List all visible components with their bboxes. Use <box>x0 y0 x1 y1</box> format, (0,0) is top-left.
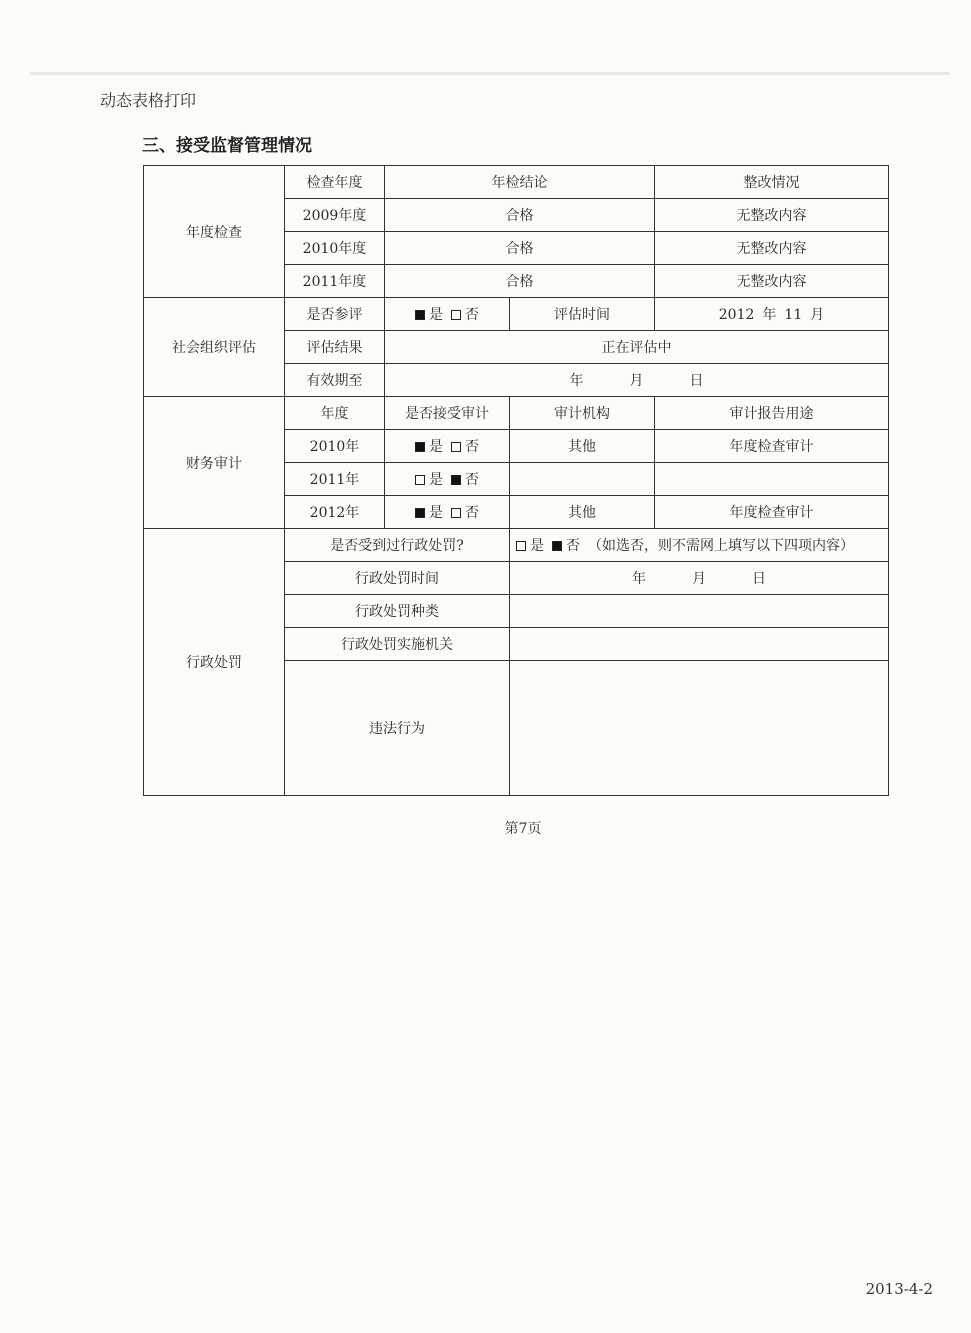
yes-label: 是 <box>429 307 443 323</box>
evaluation-group-label: 社会组织评估 <box>144 298 285 397</box>
yes-label: 是 <box>429 505 443 521</box>
audit-agency-cell <box>510 463 655 496</box>
annual-header-row <box>144 166 889 199</box>
yes-checkbox-empty[interactable] <box>415 475 425 485</box>
penalty-question-label: 是否受到过行政处罚? <box>285 529 510 562</box>
audit-header-audited: 是否接受审计 <box>385 397 510 430</box>
annual-year-cell: 2009年度 <box>285 199 385 232</box>
penalty-day-unit: 日 <box>752 571 766 587</box>
no-checkbox-empty[interactable] <box>451 442 461 452</box>
evaluation-time-value <box>655 298 889 331</box>
annual-year-cell: 2010年度 <box>285 232 385 265</box>
annual-header-result: 年检结论 <box>385 166 655 199</box>
no-checkbox-empty[interactable] <box>451 508 461 518</box>
audit-choice-cell <box>385 463 510 496</box>
page-header-title: 动态表格打印 <box>100 91 197 110</box>
no-checkbox-checked[interactable] <box>552 541 562 551</box>
audit-header-purpose: 审计报告用途 <box>655 397 889 430</box>
annual-rectify-cell: 无整改内容 <box>655 265 889 298</box>
yes-label: 是 <box>429 472 443 488</box>
audit-year-cell: 2010年 <box>285 430 385 463</box>
audit-header-row <box>144 397 889 430</box>
print-date: 2013-4-2 <box>865 1280 933 1298</box>
no-label: 否 <box>465 505 479 521</box>
penalty-question-row <box>144 529 889 562</box>
annual-rectify-cell: 无整改内容 <box>655 232 889 265</box>
evaluation-time-year-unit: 年 <box>762 307 777 323</box>
penalty-time-value <box>510 562 889 595</box>
penalty-month-unit: 月 <box>692 571 706 587</box>
penalty-year-unit: 年 <box>632 571 646 587</box>
no-label: 否 <box>465 472 479 488</box>
audit-header-agency: 审计机构 <box>510 397 655 430</box>
annual-rectify-cell: 无整改内容 <box>655 199 889 232</box>
annual-result-cell: 合格 <box>385 265 655 298</box>
evaluation-participate-choice <box>385 298 510 331</box>
audit-year-cell: 2011年 <box>285 463 385 496</box>
yes-checkbox-checked[interactable] <box>415 310 425 320</box>
yes-label: 是 <box>530 538 544 554</box>
evaluation-time-year: 2012 <box>718 307 755 323</box>
yes-checkbox-checked[interactable] <box>415 442 425 452</box>
audit-agency-cell: 其他 <box>510 430 655 463</box>
penalty-agency-label: 行政处罚实施机关 <box>285 628 510 661</box>
audit-header-year: 年度 <box>285 397 385 430</box>
page-number: 第7页 <box>504 821 542 837</box>
no-label: 否 <box>465 439 479 455</box>
no-checkbox-empty[interactable] <box>451 310 461 320</box>
penalty-agency-value <box>510 628 889 661</box>
penalty-time-label: 行政处罚时间 <box>285 562 510 595</box>
valid-month-unit: 月 <box>629 373 644 389</box>
audit-purpose-cell: 年度检查审计 <box>655 430 889 463</box>
no-checkbox-checked[interactable] <box>451 475 461 485</box>
evaluation-result-label: 评估结果 <box>285 331 385 364</box>
penalty-type-label: 行政处罚种类 <box>285 595 510 628</box>
valid-year-unit: 年 <box>569 373 584 389</box>
annual-header-year: 检查年度 <box>285 166 385 199</box>
yes-checkbox-checked[interactable] <box>415 508 425 518</box>
audit-year-cell: 2012年 <box>285 496 385 529</box>
penalty-group-label: 行政处罚 <box>144 529 285 796</box>
valid-day-unit: 日 <box>689 373 704 389</box>
evaluation-result-value: 正在评估中 <box>385 331 889 364</box>
evaluation-participate-label: 是否参评 <box>285 298 385 331</box>
penalty-type-value <box>510 595 889 628</box>
penalty-question-answer <box>510 529 889 562</box>
evaluation-time-label: 评估时间 <box>510 298 655 331</box>
evaluation-time-month-unit: 月 <box>810 307 825 323</box>
supervision-table <box>143 165 889 796</box>
penalty-violation-value <box>510 661 889 796</box>
annual-group-label: 年度检查 <box>144 166 285 298</box>
audit-choice-cell <box>385 496 510 529</box>
audit-group-label: 财务审计 <box>144 397 285 529</box>
evaluation-time-month: 11 <box>784 307 803 323</box>
evaluation-participate-row <box>144 298 889 331</box>
audit-purpose-cell: 年度检查审计 <box>655 496 889 529</box>
audit-choice-cell <box>385 430 510 463</box>
penalty-note: （如选否，则不需网上填写以下四项内容） <box>588 538 854 554</box>
annual-result-cell: 合格 <box>385 232 655 265</box>
penalty-violation-label: 违法行为 <box>285 661 510 796</box>
annual-result-cell: 合格 <box>385 199 655 232</box>
audit-agency-cell: 其他 <box>510 496 655 529</box>
no-label: 否 <box>465 307 479 323</box>
scan-top-border <box>30 72 950 75</box>
no-label: 否 <box>566 538 580 554</box>
audit-purpose-cell <box>655 463 889 496</box>
annual-header-rectify: 整改情况 <box>655 166 889 199</box>
evaluation-valid-label: 有效期至 <box>285 364 385 397</box>
yes-checkbox-empty[interactable] <box>516 541 526 551</box>
section-title: 三、接受监督管理情况 <box>142 136 312 156</box>
annual-year-cell: 2011年度 <box>285 265 385 298</box>
yes-label: 是 <box>429 439 443 455</box>
evaluation-valid-value <box>385 364 889 397</box>
